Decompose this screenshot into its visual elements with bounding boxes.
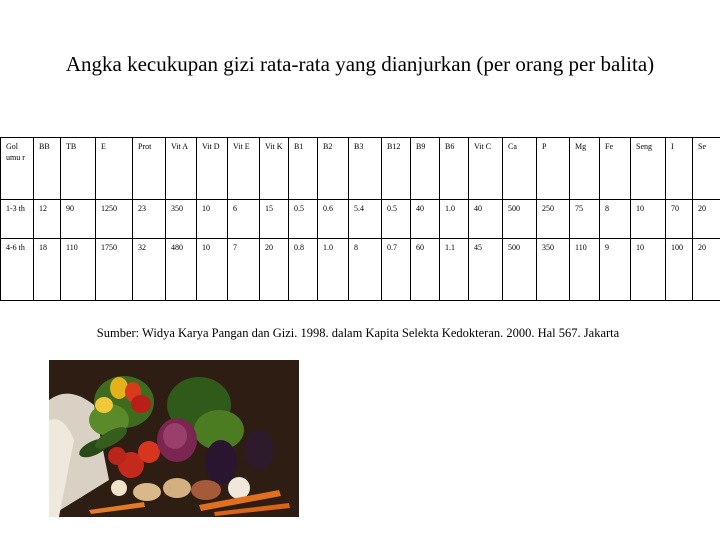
table-cell: 480 xyxy=(166,238,197,300)
table-header-cell: BB xyxy=(34,138,61,200)
table-cell: 10 xyxy=(197,200,228,238)
table-cell: 350 xyxy=(537,238,570,300)
table-row xyxy=(1,238,720,300)
table-cell: 8 xyxy=(349,238,382,300)
table-cell: 6 xyxy=(228,200,260,238)
table-cell: 500 xyxy=(503,238,537,300)
table-cell: 70 xyxy=(666,200,693,238)
table-cell: 20 xyxy=(260,238,289,300)
table-header-cell: Seng xyxy=(631,138,666,200)
table-cell: 20 xyxy=(693,238,720,300)
source-text: Sumber: Widya Karya Pangan dan Gizi. 1998. dalam Kapita Selekta Kedokteran. 2000. Hal 567. Jakarta xyxy=(96,326,620,340)
table-cell: 110 xyxy=(570,238,600,300)
table-cell: 0.5 xyxy=(382,200,411,238)
table-row xyxy=(1,200,720,238)
table-cell: 32 xyxy=(133,238,166,300)
table-header-cell: B12 xyxy=(382,138,411,200)
vegetables-photo xyxy=(49,360,299,517)
table-cell: 1.0 xyxy=(440,200,469,238)
table-cell: 75 xyxy=(570,200,600,238)
table-cell: 10 xyxy=(197,238,228,300)
table-header-cell: I xyxy=(666,138,693,200)
table-cell: 250 xyxy=(537,200,570,238)
table-cell: 90 xyxy=(61,200,96,238)
table-cell: 0.6 xyxy=(318,200,349,238)
table-cell: 0.7 xyxy=(382,238,411,300)
table-cell: 1.0 xyxy=(318,238,349,300)
table-header-cell: P xyxy=(537,138,570,200)
table-cell: 45 xyxy=(469,238,503,300)
table-header-cell: B6 xyxy=(440,138,469,200)
table-cell: 40 xyxy=(411,200,440,238)
table-cell: 100 xyxy=(666,238,693,300)
table-cell: 1250 xyxy=(96,200,133,238)
table-cell: 15 xyxy=(260,200,289,238)
table-header-cell: Gol umu r xyxy=(1,138,34,200)
table-cell: 10 xyxy=(631,200,666,238)
table-header-cell: E xyxy=(96,138,133,200)
table-cell: 9 xyxy=(600,238,631,300)
table-header-cell: B9 xyxy=(411,138,440,200)
table-cell: 7 xyxy=(228,238,260,300)
table-cell: 1750 xyxy=(96,238,133,300)
table-header-cell: B3 xyxy=(349,138,382,200)
table-cell: 110 xyxy=(61,238,96,300)
table-header-cell: Ca xyxy=(503,138,537,200)
source-citation xyxy=(0,326,720,341)
table-cell: 60 xyxy=(411,238,440,300)
table-cell: 8 xyxy=(600,200,631,238)
table-header-cell: Mg xyxy=(570,138,600,200)
table-cell: 0.5 xyxy=(289,200,318,238)
table-header-cell: Vit E xyxy=(228,138,260,200)
nutrition-table xyxy=(0,137,720,301)
table-header-cell: Fe xyxy=(600,138,631,200)
table-header-cell: Prot xyxy=(133,138,166,200)
table-cell: 0.8 xyxy=(289,238,318,300)
table-cell: 40 xyxy=(469,200,503,238)
table-cell: 350 xyxy=(166,200,197,238)
table-cell: 4-6 th xyxy=(1,238,34,300)
table-cell: 500 xyxy=(503,200,537,238)
table-cell: 5.4 xyxy=(349,200,382,238)
table-cell: 12 xyxy=(34,200,61,238)
table-cell: 1.1 xyxy=(440,238,469,300)
table-cell: 20 xyxy=(693,200,720,238)
table-cell: 10 xyxy=(631,238,666,300)
table-header-cell: Vit A xyxy=(166,138,197,200)
table-header-cell: Se xyxy=(693,138,720,200)
table-header-cell: B1 xyxy=(289,138,318,200)
table-header-cell: B2 xyxy=(318,138,349,200)
page-title: Angka kecukupan gizi rata-rata yang dianjurkan (per orang per balita) xyxy=(65,52,655,76)
table-cell: 23 xyxy=(133,200,166,238)
table-cell: 1-3 th xyxy=(1,200,34,238)
table-header-cell: Vit C xyxy=(469,138,503,200)
table-header-cell: Vit D xyxy=(197,138,228,200)
table-header-cell: Vit K xyxy=(260,138,289,200)
table-header-cell: TB xyxy=(61,138,96,200)
table-cell: 18 xyxy=(34,238,61,300)
table-header-row xyxy=(1,138,720,200)
